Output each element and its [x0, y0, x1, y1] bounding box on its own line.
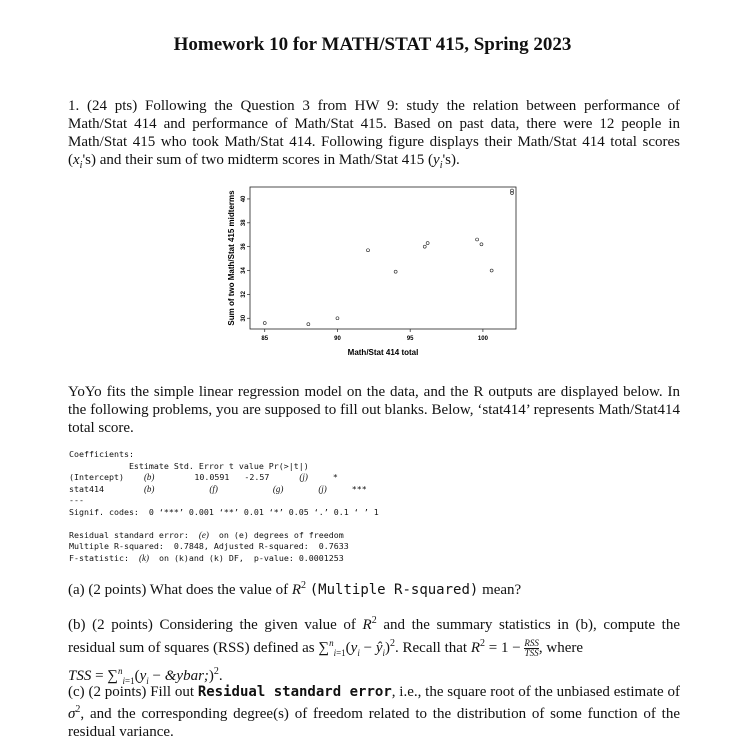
- data-point: [476, 238, 479, 241]
- data-point: [426, 242, 429, 245]
- qa-text: (a) (2 points) What does the value of: [68, 582, 292, 598]
- blank-g: (g): [272, 483, 284, 494]
- data-point: [367, 249, 370, 252]
- intro-mid: 's) and their sum of two midterm scores in Math/Stat 415 (: [82, 152, 434, 168]
- var-y: y: [433, 152, 440, 168]
- plot-frame: [250, 187, 516, 329]
- blank-b: (b): [143, 483, 155, 494]
- y-axis-label: Sum of two Math/Stat 415 midterms: [227, 190, 236, 326]
- x-tick-label: 100: [477, 336, 488, 342]
- blank-f: (f): [209, 483, 218, 494]
- qb-text-3: . Recall that: [395, 640, 471, 656]
- r-rse-df: on (e) degrees of freedom: [218, 529, 344, 540]
- r-row-intercept: [69, 472, 338, 482]
- question-a: (a) (2 points) What does the value of $R^2$ (Multiple R-squared) mean?: [68, 580, 522, 598]
- data-point: [394, 270, 397, 273]
- r-f-label: F-statistic:: [69, 552, 129, 563]
- r-rse-label: Residual standard error:: [69, 529, 189, 540]
- blank-j: (j): [299, 472, 308, 482]
- qc-text: (c) (2 points) Fill out: [68, 684, 198, 700]
- qb-text-2: and the summary statistics in (b), compute the residual sum of squares (RSS) defined as: [68, 617, 680, 656]
- r-se: 10.0591: [194, 472, 230, 482]
- points-layer: [263, 189, 513, 326]
- y-tick-label: 34: [241, 267, 247, 274]
- r-coefficients-header: Coefficients:: [69, 449, 134, 459]
- var-x: x: [73, 152, 80, 168]
- r-signif-codes: Signif. codes: 0 ‘***’ 0.001 ‘**’ 0.01 ‘*’ 0.05 ‘.’ 0.1 ‘ ’ 1: [69, 506, 379, 517]
- sub-i: i: [79, 160, 83, 171]
- question-c: (c) (2 points) Fill out Residual standard error, i.e., the square root of the unbiased estimate of $\sigma^2$, and the corresponding degree(s) of freedom related to the distribution of some function of the residual variance.: [68, 684, 680, 740]
- qb-text-4: , where: [538, 640, 584, 656]
- blank-e: (e): [198, 529, 209, 540]
- y-tick-label: 38: [241, 219, 247, 227]
- data-point: [336, 317, 339, 320]
- data-point: [307, 323, 310, 326]
- r-output: [69, 449, 379, 564]
- yoyo-paragraph: YoYo fits the simple linear regression model on the data, and the R outputs are displayed below. In the following problems, you are supposed to fill out blanks. Below, ‘stat414’ represents Math/Stat414 total score.: [68, 384, 680, 436]
- blank-b: (b): [143, 472, 155, 482]
- intro-text: 1. (24 pts) Following the Question 3 from HW 9: study the relation between performance of Math/Stat 414 and performance of Math/Stat 415. Based on past data, there were 12 people in Math/Stat 415 who took Math/Stat 414. Following figure displays their Math/Stat 414 total scores (: [68, 98, 680, 168]
- scatter-plot: [222, 180, 522, 360]
- rss-formula: $\sum^n_{i=1}(y_i$ − $ŷ_i)^2$: [318, 638, 396, 658]
- r-r-squared: Multiple R-squared: 0.7848, Adjusted R-squared: 0.7633: [69, 541, 349, 551]
- tss-formula: TSS = $\sum^n_{i=1}(y_i$ − &ybar;)$^2$.: [68, 666, 223, 686]
- r-row-label: stat414: [69, 483, 104, 494]
- qa-text-end: mean?: [478, 582, 522, 598]
- sub-i: i: [439, 160, 443, 171]
- y-tick-label: 36: [241, 243, 247, 251]
- y-tick-label: 30: [241, 314, 247, 322]
- intro-end: 's).: [442, 152, 460, 168]
- r-row-label: (Intercept): [69, 472, 124, 482]
- r-stars: *: [332, 472, 338, 482]
- data-point: [263, 322, 266, 325]
- qc-text-3: , and the corresponding degree(s) of freedom related to the distribution of some function of the residual variance.: [68, 706, 680, 740]
- r-stars: ***: [351, 483, 367, 494]
- r-separator: ---: [69, 495, 84, 505]
- r-f-df: on (k)and (k) DF, p-value: 0.0001253: [158, 552, 344, 563]
- qa-code: (Multiple R-squared): [309, 582, 479, 598]
- qc-code: Residual standard error: [197, 684, 392, 700]
- x-axis-label: Math/Stat 414 total: [347, 348, 419, 357]
- question-b: (b) (2 points) Considering the given value of $R^2$ and the summary statistics in (b), compute the residual sum of squares (RSS) defined as $\sum^n_{i=1}(y_i$ − $ŷ_i)^2$. Recall that $R^2 = 1$ − RSS TSS , where TSS = $\sum^n_{i=1}(y_i$ − &ybar;)$^2$.: [68, 615, 680, 686]
- r-column-header: Estimate Std. Error t value Pr(>|t|): [69, 460, 309, 471]
- x-tick-label: 85: [261, 336, 269, 342]
- x-axis: [261, 329, 488, 342]
- page-title: Homework 10 for MATH/STAT 415, Spring 2023: [173, 34, 572, 55]
- qb-text: (b) (2 points) Considering the given value of: [68, 617, 363, 633]
- x-tick-label: 95: [406, 336, 414, 342]
- question-1-intro: [68, 97, 680, 175]
- data-point: [423, 245, 426, 248]
- x-tick-label: 90: [334, 336, 341, 342]
- data-point: [480, 243, 483, 246]
- r-row-stat414: [69, 484, 367, 494]
- data-point: [490, 269, 493, 272]
- r2-formula: $R^2 = 1$ − RSS TSS: [470, 638, 539, 659]
- y-axis: [241, 195, 250, 322]
- qc-text-2: , i.e., the square root of the unbiased estimate of: [391, 684, 680, 700]
- blank-k: (k): [138, 552, 149, 563]
- r-t: -2.57: [244, 472, 270, 482]
- y-tick-label: 32: [241, 291, 247, 298]
- blank-j: (j): [318, 483, 327, 494]
- y-tick-label: 40: [241, 195, 247, 203]
